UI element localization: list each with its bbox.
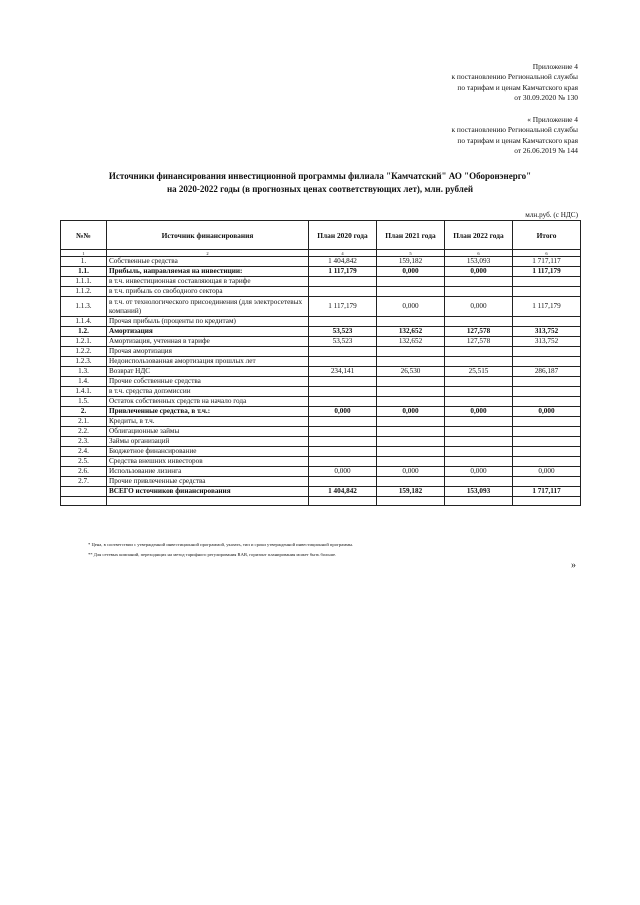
total-value	[513, 417, 581, 427]
header-source: Источник финансирования	[107, 221, 309, 250]
source-name: Амортизация, учтенная в тарифе	[107, 337, 309, 347]
row-number: 1.2.2.	[61, 347, 107, 357]
header-number: №№	[61, 221, 107, 250]
plan-2020-value	[309, 457, 377, 467]
total-value	[513, 377, 581, 387]
plan-2022-value: 25,515	[445, 367, 513, 377]
plan-2022-value	[445, 277, 513, 287]
plan-2020-value	[309, 447, 377, 457]
table-row	[61, 387, 581, 397]
plan-2022-value: 0,000	[445, 407, 513, 417]
row-number: 2.4.	[61, 447, 107, 457]
plan-2021-value: 132,652	[377, 337, 445, 347]
plan-2022-value	[445, 477, 513, 487]
plan-2020-value	[309, 357, 377, 367]
total-row	[61, 487, 581, 497]
source-name: Амортизация	[107, 327, 309, 337]
table-row	[61, 417, 581, 427]
table-row	[61, 287, 581, 297]
appendix-note-current	[451, 62, 578, 104]
row-number: 2.7.	[61, 477, 107, 487]
row-number: 1.1.	[61, 267, 107, 277]
plan-2020-value: 53,523	[309, 327, 377, 337]
note-line: к постановлению Региональной службы	[451, 72, 578, 82]
plan-2022-value	[445, 417, 513, 427]
plan-2022-value	[445, 457, 513, 467]
plan-2021-value: 0,000	[377, 267, 445, 277]
total-value: 0,000	[513, 407, 581, 417]
note-line: по тарифам и ценам Камчатского края	[457, 82, 578, 92]
plan-2021-value	[377, 387, 445, 397]
plan-2022-value	[445, 317, 513, 327]
row-number: 1.	[61, 257, 107, 267]
plan-2020-value: 1 117,179	[309, 297, 377, 317]
source-name: Использование лизинга	[107, 467, 309, 477]
note-line: « Приложение 4	[527, 115, 578, 124]
total-value: 313,752	[513, 337, 581, 347]
table-row	[61, 377, 581, 387]
plan-2021-value: 159,182	[377, 487, 445, 497]
total-value	[513, 447, 581, 457]
note-line: Приложение 4	[532, 62, 578, 71]
index-cell: 4	[309, 250, 377, 257]
plan-2022-value	[445, 377, 513, 387]
plan-2020-value: 1 117,179	[309, 267, 377, 277]
note-line: по тарифам и ценам Камчатского края	[457, 135, 578, 145]
source-name: Привлеченные средства, в т.ч.:	[107, 407, 309, 417]
empty-cell	[513, 497, 581, 506]
plan-2022-value	[445, 447, 513, 457]
row-number: 2.2.	[61, 427, 107, 437]
plan-2022-value	[445, 287, 513, 297]
row-number: 1.3.	[61, 367, 107, 377]
row-number: 2.	[61, 407, 107, 417]
table-row	[61, 297, 581, 317]
source-name: Остаток собственных средств на начало года	[107, 397, 309, 407]
total-value: 286,187	[513, 367, 581, 377]
source-name: в т.ч. средства допэмиссии	[107, 387, 309, 397]
total-value: 313,752	[513, 327, 581, 337]
total-value	[513, 457, 581, 467]
plan-2022-value: 127,578	[445, 327, 513, 337]
index-cell: 1	[61, 250, 107, 257]
table-row	[61, 267, 581, 277]
plan-2022-value	[445, 387, 513, 397]
empty-row	[61, 497, 581, 506]
table-row	[61, 457, 581, 467]
footnote: * Цена, в соответствии с утвержденной инвестиционной программой, указать, тип и сроки утвержденной инвестиционной программы.	[88, 542, 354, 547]
plan-2020-value: 53,523	[309, 337, 377, 347]
plan-2020-value: 0,000	[309, 407, 377, 417]
source-name: в т.ч. прибыль со свободного сектора	[107, 287, 309, 297]
total-value	[513, 397, 581, 407]
total-value	[513, 387, 581, 397]
row-number: 2.1.	[61, 417, 107, 427]
plan-2021-value: 0,000	[377, 297, 445, 317]
row-number: 2.6.	[61, 467, 107, 477]
row-number: 1.2.1.	[61, 337, 107, 347]
table-row	[61, 447, 581, 457]
row-number: 1.1.3.	[61, 297, 107, 317]
plan-2020-value	[309, 347, 377, 357]
source-name: Прочие привлеченные средства	[107, 477, 309, 487]
financing-sources-table	[60, 220, 581, 506]
table-row	[61, 367, 581, 377]
source-name: Облигационные займы	[107, 427, 309, 437]
plan-2021-value	[377, 447, 445, 457]
source-name: Недоиспользованная амортизация прошлых лет	[107, 357, 309, 367]
table-row	[61, 437, 581, 447]
total-value: 1 717,117	[513, 257, 581, 267]
total-value	[513, 277, 581, 287]
total-value	[513, 477, 581, 487]
table-row	[61, 357, 581, 367]
header-plan-2022: План 2022 года	[445, 221, 513, 250]
plan-2021-value	[377, 477, 445, 487]
plan-2021-value	[377, 347, 445, 357]
plan-2021-value: 132,652	[377, 327, 445, 337]
total-value	[513, 287, 581, 297]
source-name: Прочая прибыль (проценты по кредитам)	[107, 317, 309, 327]
plan-2021-value	[377, 357, 445, 367]
plan-2020-value	[309, 417, 377, 427]
source-name: Возврат НДС	[107, 367, 309, 377]
footnote: ** Для сетевых компаний, переходящих на метод тарифного регулирования RAB, горизонт планирования может быть больше.	[88, 552, 337, 557]
plan-2022-value: 0,000	[445, 267, 513, 277]
plan-2020-value	[309, 427, 377, 437]
plan-2021-value	[377, 287, 445, 297]
source-name: Займы организаций	[107, 437, 309, 447]
row-number: 1.4.1.	[61, 387, 107, 397]
plan-2022-value: 153,093	[445, 487, 513, 497]
row-number: 1.1.4.	[61, 317, 107, 327]
header-total: Итого	[513, 221, 581, 250]
source-name: в т.ч. инвестиционная составляющая в тарифе	[107, 277, 309, 287]
source-name: Кредиты, в т.ч.	[107, 417, 309, 427]
total-value: 0,000	[513, 467, 581, 477]
plan-2022-value: 0,000	[445, 467, 513, 477]
index-cell: 5	[377, 250, 445, 257]
source-name: ВСЕГО источников финансирования	[107, 487, 309, 497]
plan-2021-value	[377, 277, 445, 287]
plan-2021-value: 26,530	[377, 367, 445, 377]
row-number	[61, 487, 107, 497]
source-name: Прочая амортизация	[107, 347, 309, 357]
total-value: 1 717,117	[513, 487, 581, 497]
table-row	[61, 467, 581, 477]
empty-cell	[107, 497, 309, 506]
note-line: к постановлению Региональной службы	[451, 125, 578, 135]
title-line-2: на 2020-2022 годы (в прогнозных ценах соответствующих лет), млн. рублей	[166, 183, 474, 194]
plan-2020-value: 0,000	[309, 467, 377, 477]
plan-2021-value	[377, 377, 445, 387]
plan-2021-value: 0,000	[377, 407, 445, 417]
table-row	[61, 407, 581, 417]
empty-cell	[377, 497, 445, 506]
table-row	[61, 257, 581, 267]
total-value	[513, 347, 581, 357]
row-number: 1.2.3.	[61, 357, 107, 367]
total-value	[513, 357, 581, 367]
plan-2021-value: 159,182	[377, 257, 445, 267]
plan-2021-value: 0,000	[377, 467, 445, 477]
plan-2022-value	[445, 347, 513, 357]
source-name: Средства внешних инвесторов	[107, 457, 309, 467]
plan-2021-value	[377, 317, 445, 327]
document-title	[60, 170, 580, 195]
table-row	[61, 427, 581, 437]
empty-cell	[61, 497, 107, 506]
unit-label: млн.руб. (с НДС)	[525, 211, 578, 219]
column-index-row	[61, 250, 581, 257]
table-row	[61, 337, 581, 347]
plan-2020-value	[309, 377, 377, 387]
plan-2022-value	[445, 397, 513, 407]
empty-cell	[309, 497, 377, 506]
plan-2022-value	[445, 427, 513, 437]
row-number: 1.1.2.	[61, 287, 107, 297]
note-line: от 30.09.2020 № 130	[514, 93, 578, 103]
total-value: 1 117,179	[513, 297, 581, 317]
table-body	[61, 250, 581, 506]
table-row	[61, 327, 581, 337]
row-number: 2.3.	[61, 437, 107, 447]
note-line: от 26.06.2019 № 144	[514, 146, 578, 156]
index-cell: 6	[445, 250, 513, 257]
plan-2022-value: 127,578	[445, 337, 513, 347]
index-cell: 6	[513, 250, 581, 257]
plan-2020-value: 234,141	[309, 367, 377, 377]
plan-2021-value	[377, 457, 445, 467]
title-line-1: Источники финансирования инвестиционной программы филиала "Камчатский" АО "Оборонэнерго"	[108, 171, 532, 181]
header-plan-2021: План 2021 года	[377, 221, 445, 250]
plan-2022-value: 153,093	[445, 257, 513, 267]
table-row	[61, 277, 581, 287]
source-name: Бюджетное финансирование	[107, 447, 309, 457]
plan-2021-value	[377, 437, 445, 447]
plan-2020-value: 1 404,842	[309, 487, 377, 497]
appendix-note-previous	[451, 115, 578, 157]
source-name: в т.ч. от технологического присоединения (для электросетевых компаний)	[107, 297, 309, 317]
row-number: 2.5.	[61, 457, 107, 467]
row-number: 1.4.	[61, 377, 107, 387]
source-name: Собственные средства	[107, 257, 309, 267]
total-value: 1 117,179	[513, 267, 581, 277]
table-header-row	[61, 221, 581, 250]
plan-2022-value	[445, 357, 513, 367]
plan-2021-value	[377, 397, 445, 407]
total-value	[513, 317, 581, 327]
plan-2020-value	[309, 287, 377, 297]
total-value	[513, 437, 581, 447]
table-row	[61, 347, 581, 357]
total-value	[513, 427, 581, 437]
plan-2020-value	[309, 477, 377, 487]
plan-2022-value: 0,000	[445, 297, 513, 317]
table-row	[61, 317, 581, 327]
row-number: 1.1.1.	[61, 277, 107, 287]
table-row	[61, 397, 581, 407]
plan-2021-value	[377, 427, 445, 437]
plan-2022-value	[445, 437, 513, 447]
plan-2020-value	[309, 317, 377, 327]
source-name: Прочие собственные средства	[107, 377, 309, 387]
plan-2020-value: 1 404,842	[309, 257, 377, 267]
plan-2020-value	[309, 387, 377, 397]
closing-quote-mark: »	[571, 560, 576, 571]
row-number: 1.2.	[61, 327, 107, 337]
plan-2020-value	[309, 437, 377, 447]
index-cell: 2	[107, 250, 309, 257]
header-plan-2020: План 2020 года	[309, 221, 377, 250]
plan-2021-value	[377, 417, 445, 427]
row-number: 1.5.	[61, 397, 107, 407]
table-row	[61, 477, 581, 487]
plan-2020-value	[309, 277, 377, 287]
empty-cell	[445, 497, 513, 506]
plan-2020-value	[309, 397, 377, 407]
source-name: Прибыль, направляемая на инвестиции:	[107, 267, 309, 277]
